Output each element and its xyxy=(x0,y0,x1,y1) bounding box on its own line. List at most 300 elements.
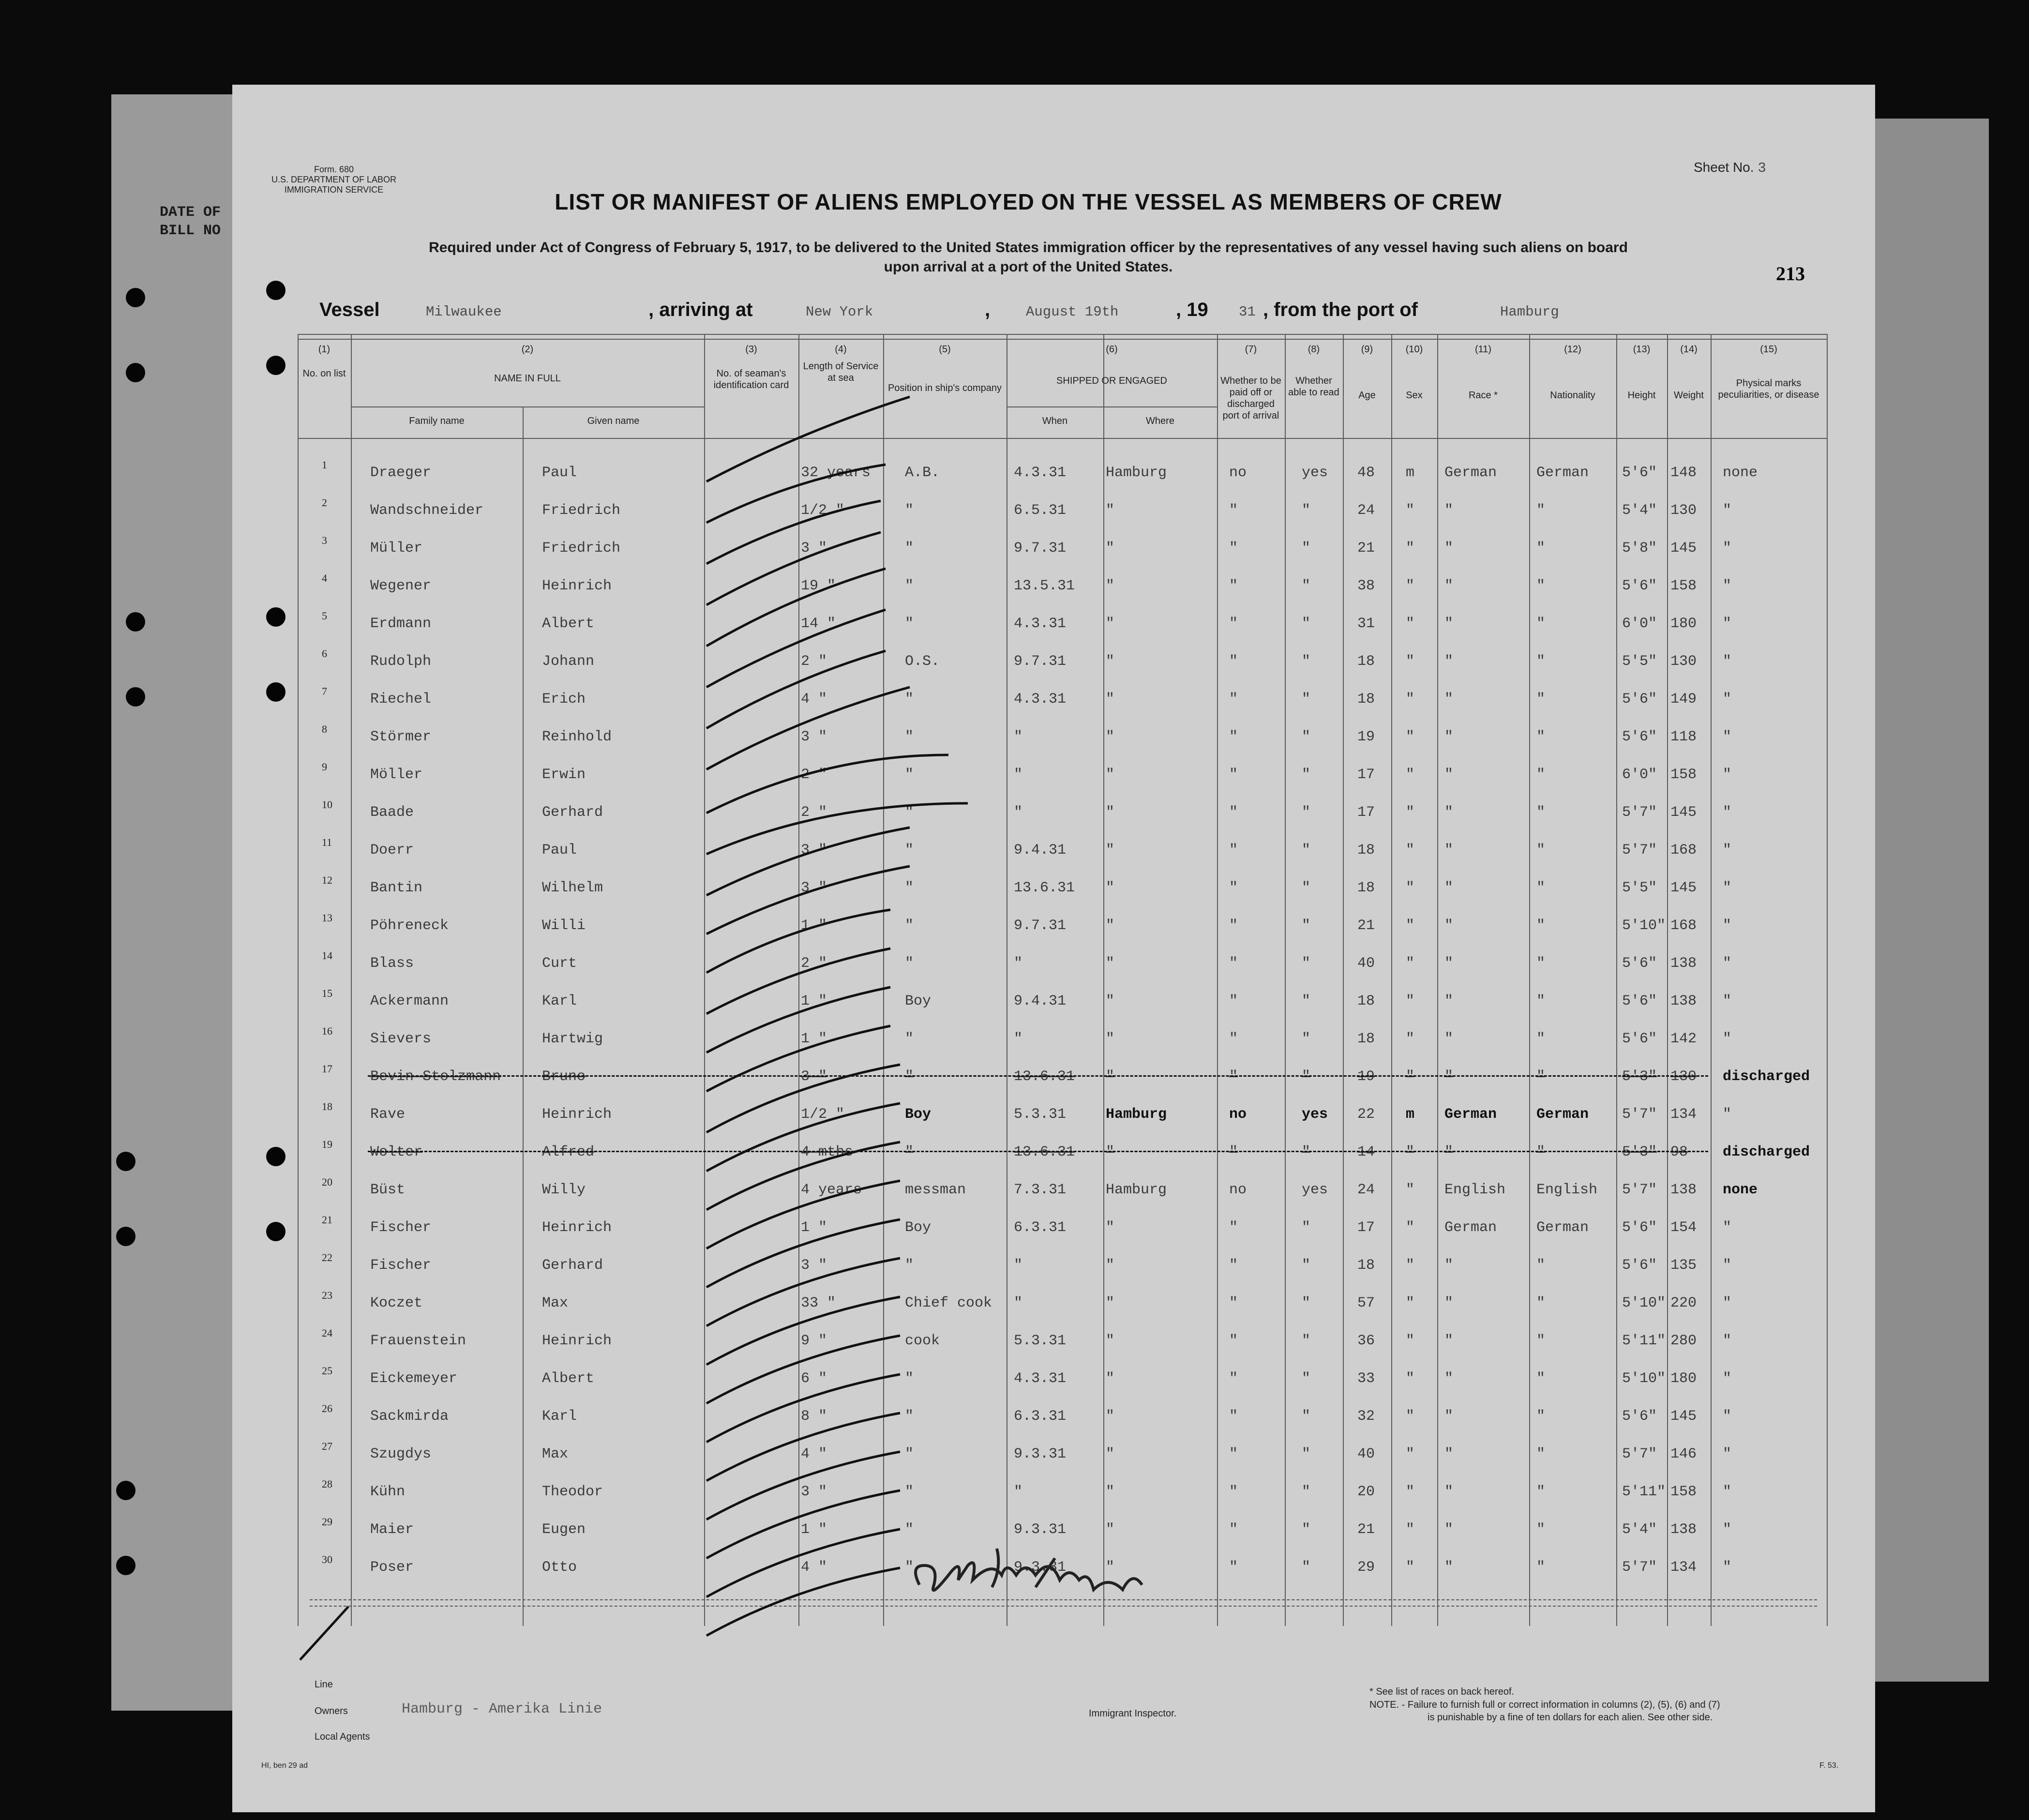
position: " xyxy=(905,1031,914,1047)
shipped-when: " xyxy=(1014,729,1023,745)
paid-off: " xyxy=(1229,1521,1238,1538)
print-code: HI, ben 29 ad xyxy=(261,1761,308,1770)
able-to-read: " xyxy=(1302,691,1311,707)
physical-marks: discharged xyxy=(1723,1144,1810,1160)
nationality: " xyxy=(1536,1031,1546,1047)
paid-off: no xyxy=(1229,1106,1247,1123)
column-number: (14) xyxy=(1680,344,1698,355)
race: English xyxy=(1444,1182,1506,1198)
physical-marks: " xyxy=(1723,1031,1732,1047)
column-number: (13) xyxy=(1633,344,1651,355)
able-to-read: " xyxy=(1302,1031,1311,1047)
from-label: , from the port of xyxy=(1263,299,1418,320)
paid-off: " xyxy=(1229,502,1238,519)
given-name: Alfred xyxy=(542,1144,595,1160)
column-header: Whether able to read xyxy=(1288,376,1339,398)
length-of-service: 4 " xyxy=(801,1446,827,1462)
shipped-when: " xyxy=(1014,804,1023,821)
height: 5'10" xyxy=(1622,1370,1666,1387)
nationality: " xyxy=(1536,1257,1546,1274)
length-of-service: 1 " xyxy=(801,1521,827,1538)
paid-off: " xyxy=(1229,616,1238,632)
length-of-service: 19 " xyxy=(801,578,836,594)
paid-off: no xyxy=(1229,465,1247,481)
able-to-read: " xyxy=(1302,1068,1311,1085)
shipped-where: " xyxy=(1106,767,1115,783)
line-number: 26 xyxy=(322,1402,332,1414)
age: 17 xyxy=(1357,1219,1375,1236)
shipped-when: 4.3.31 xyxy=(1014,1370,1067,1387)
sub-header-given: Given name xyxy=(587,416,640,426)
nationality: " xyxy=(1536,1295,1546,1311)
able-to-read: " xyxy=(1302,804,1311,821)
age: 18 xyxy=(1357,993,1375,1009)
length-of-service: 1 " xyxy=(801,1219,827,1236)
paid-off: " xyxy=(1229,1333,1238,1349)
family-name: Frauenstein xyxy=(370,1333,466,1349)
nationality: " xyxy=(1536,842,1546,858)
year-prefix: , 19 xyxy=(1176,299,1208,320)
physical-marks: " xyxy=(1723,1484,1732,1500)
sex: " xyxy=(1406,880,1415,896)
height: 5'3" xyxy=(1622,1068,1657,1085)
family-name: Fischer xyxy=(370,1219,432,1236)
paid-off: " xyxy=(1229,578,1238,594)
paid-off: " xyxy=(1229,729,1238,745)
height: 5'5" xyxy=(1622,880,1657,896)
given-name: Erich xyxy=(542,691,586,707)
shipped-when: 7.3.31 xyxy=(1014,1182,1067,1198)
shipped-when: 13.6.31 xyxy=(1014,1068,1075,1085)
race: " xyxy=(1444,1144,1454,1160)
length-of-service: 2 " xyxy=(801,653,827,670)
shipped-where: Hamburg xyxy=(1106,465,1167,481)
age: 40 xyxy=(1357,1446,1375,1462)
nationality: " xyxy=(1536,1521,1546,1538)
age: 17 xyxy=(1357,767,1375,783)
weight: 158 xyxy=(1670,767,1697,783)
position: " xyxy=(905,804,914,821)
column-header: Height xyxy=(1627,390,1656,401)
length-of-service: 33 " xyxy=(801,1295,836,1311)
shipped-where: " xyxy=(1106,1484,1115,1500)
physical-marks: " xyxy=(1723,729,1732,745)
line-number: 21 xyxy=(322,1214,332,1226)
column-header: Race * xyxy=(1468,390,1498,401)
stub-line-2: BILL NO xyxy=(160,223,221,239)
column-number: (12) xyxy=(1564,344,1581,355)
shipped-when: " xyxy=(1014,767,1023,783)
given-name: Theodor xyxy=(542,1484,603,1500)
paid-off: " xyxy=(1229,691,1238,707)
position: " xyxy=(905,1446,914,1462)
sex: " xyxy=(1406,767,1415,783)
given-name: Karl xyxy=(542,993,577,1009)
position: Boy xyxy=(905,1219,932,1236)
weight: 145 xyxy=(1670,804,1697,821)
nationality: " xyxy=(1536,767,1546,783)
nationality: " xyxy=(1536,1068,1546,1085)
shipped-when: 9.3.31 xyxy=(1014,1446,1067,1462)
column-number: (10) xyxy=(1405,344,1423,355)
family-name: Wandschneider xyxy=(370,502,484,519)
nationality: " xyxy=(1536,918,1546,934)
shipped-when: " xyxy=(1014,1295,1023,1311)
height: 5'6" xyxy=(1622,993,1657,1009)
given-name: Bruno xyxy=(542,1068,586,1085)
sex: " xyxy=(1406,993,1415,1009)
age: 24 xyxy=(1357,502,1375,519)
length-of-service: 3 " xyxy=(801,1068,827,1085)
age: 18 xyxy=(1357,1257,1375,1274)
shipped-when: 9.7.31 xyxy=(1014,918,1067,934)
shipped-where: " xyxy=(1106,1068,1115,1085)
inspector-signature xyxy=(916,1549,1142,1590)
family-name: Rudolph xyxy=(370,653,432,670)
line-label: Line xyxy=(315,1679,333,1690)
given-name: Albert xyxy=(542,616,595,632)
sex: " xyxy=(1406,1559,1415,1576)
height: 5'5" xyxy=(1622,653,1657,670)
weight: 138 xyxy=(1670,993,1697,1009)
given-name: Paul xyxy=(542,842,577,858)
weight: 138 xyxy=(1670,1521,1697,1538)
family-name: Szugdys xyxy=(370,1446,432,1462)
paid-off: " xyxy=(1229,918,1238,934)
race: " xyxy=(1444,1031,1454,1047)
height: 5'11" xyxy=(1622,1333,1666,1349)
physical-marks: " xyxy=(1723,1257,1732,1274)
column-header: Nationality xyxy=(1550,390,1595,401)
line-number: 14 xyxy=(322,949,332,962)
position: " xyxy=(905,502,914,519)
race: " xyxy=(1444,691,1454,707)
shipped-when: 13.6.31 xyxy=(1014,1144,1075,1160)
nationality: " xyxy=(1536,729,1546,745)
departure-port: Hamburg xyxy=(1500,304,1559,320)
height: 5'6" xyxy=(1622,1257,1657,1274)
line-number: 29 xyxy=(322,1516,332,1528)
shipped-where: " xyxy=(1106,1144,1115,1160)
shipped-where: " xyxy=(1106,540,1115,557)
length-of-service: 4 years xyxy=(801,1182,862,1198)
able-to-read: " xyxy=(1302,653,1311,670)
sex: " xyxy=(1406,1295,1415,1311)
position: " xyxy=(905,1257,914,1274)
owners-value: Hamburg - Amerika Linie xyxy=(402,1701,602,1717)
height: 5'6" xyxy=(1622,1408,1657,1425)
position: " xyxy=(905,955,914,972)
height: 5'6" xyxy=(1622,465,1657,481)
family-name: Möller xyxy=(370,767,423,783)
weight: 138 xyxy=(1670,1182,1697,1198)
paid-off: " xyxy=(1229,993,1238,1009)
race: " xyxy=(1444,653,1454,670)
sex: " xyxy=(1406,1446,1415,1462)
line-number: 22 xyxy=(322,1251,332,1263)
sex: " xyxy=(1406,918,1415,934)
paid-off: " xyxy=(1229,1031,1238,1047)
shipped-where: " xyxy=(1106,1219,1115,1236)
physical-marks: " xyxy=(1723,502,1732,519)
able-to-read: " xyxy=(1302,1521,1311,1538)
shipped-when: 9.3.31 xyxy=(1014,1521,1067,1538)
race: " xyxy=(1444,993,1454,1009)
given-name: Paul xyxy=(542,465,577,481)
sex: m xyxy=(1406,1106,1415,1123)
paid-off: " xyxy=(1229,1144,1238,1160)
family-name: Bevin-Stolzmann xyxy=(370,1068,501,1085)
physical-marks: " xyxy=(1723,880,1732,896)
nationality: " xyxy=(1536,1408,1546,1425)
sex: " xyxy=(1406,842,1415,858)
sex: " xyxy=(1406,1484,1415,1500)
nationality: " xyxy=(1536,1559,1546,1576)
shipped-where: " xyxy=(1106,1446,1115,1462)
line-number: 7 xyxy=(322,685,327,697)
length-of-service: 6 " xyxy=(801,1370,827,1387)
age: 32 xyxy=(1357,1408,1375,1425)
inspector-label: Immigrant Inspector. xyxy=(1089,1708,1177,1719)
vessel-name: Milwaukee xyxy=(426,304,502,320)
physical-marks: discharged xyxy=(1723,1068,1810,1085)
age: 36 xyxy=(1357,1333,1375,1349)
height: 5'7" xyxy=(1622,804,1657,821)
physical-marks: " xyxy=(1723,1333,1732,1349)
note-races: * See list of races on back hereof. xyxy=(1369,1686,1515,1697)
length-of-service: 2 " xyxy=(801,955,827,972)
shipped-when: 13.5.31 xyxy=(1014,578,1075,594)
nationality: " xyxy=(1536,653,1546,670)
line-number: 25 xyxy=(322,1365,332,1377)
family-name: Sackmirda xyxy=(370,1408,449,1425)
weight: 118 xyxy=(1670,729,1697,745)
able-to-read: " xyxy=(1302,842,1311,858)
nationality: " xyxy=(1536,616,1546,632)
family-name: Wolter xyxy=(370,1144,423,1160)
physical-marks: " xyxy=(1723,691,1732,707)
shipped-where: " xyxy=(1106,1333,1115,1349)
line-number: 10 xyxy=(322,798,332,811)
line-number: 20 xyxy=(322,1176,332,1188)
weight: 154 xyxy=(1670,1219,1697,1236)
position: " xyxy=(905,918,914,934)
weight: 138 xyxy=(1670,955,1697,972)
shipped-where: " xyxy=(1106,1408,1115,1425)
age: 38 xyxy=(1357,578,1375,594)
nationality: " xyxy=(1536,880,1546,896)
position: A.B. xyxy=(905,465,940,481)
shipped-where: " xyxy=(1106,1031,1115,1047)
shipped-where: " xyxy=(1106,616,1115,632)
column-header: Length of Service at sea xyxy=(803,361,879,383)
given-name: Hartwig xyxy=(542,1031,603,1047)
weight: 134 xyxy=(1670,1106,1697,1123)
shipped-when: 9.7.31 xyxy=(1014,653,1067,670)
physical-marks: none xyxy=(1723,465,1758,481)
position: messman xyxy=(905,1182,966,1198)
paid-off: " xyxy=(1229,653,1238,670)
sub-header-when: When xyxy=(1042,416,1068,426)
weight: 168 xyxy=(1670,918,1697,934)
family-name: Blass xyxy=(370,955,414,972)
column-number: (8) xyxy=(1308,344,1320,355)
age: 40 xyxy=(1357,955,1375,972)
shipped-when: 6.5.31 xyxy=(1014,502,1067,519)
able-to-read: yes xyxy=(1302,465,1328,481)
able-to-read: " xyxy=(1302,1370,1311,1387)
given-name: Otto xyxy=(542,1559,577,1576)
race: " xyxy=(1444,955,1454,972)
physical-marks: " xyxy=(1723,804,1732,821)
sex: " xyxy=(1406,1219,1415,1236)
weight: 180 xyxy=(1670,1370,1697,1387)
shipped-where: " xyxy=(1106,653,1115,670)
shipped-where: Hamburg xyxy=(1106,1106,1167,1123)
shipped-when: 9.4.31 xyxy=(1014,993,1067,1009)
shipped-when: 5.3.31 xyxy=(1014,1106,1067,1123)
shipped-where: Hamburg xyxy=(1106,1182,1167,1198)
shipped-where: " xyxy=(1106,691,1115,707)
column-number: (2) xyxy=(521,344,534,355)
race: " xyxy=(1444,804,1454,821)
family-name: Müller xyxy=(370,540,423,557)
age: 19 xyxy=(1357,729,1375,745)
height: 5'8" xyxy=(1622,540,1657,557)
family-name: Bantin xyxy=(370,880,423,896)
paid-off: " xyxy=(1229,540,1238,557)
shipped-where: " xyxy=(1106,1559,1115,1576)
weight: 145 xyxy=(1670,880,1697,896)
column-number: (6) xyxy=(1106,344,1118,355)
column-number: (9) xyxy=(1361,344,1373,355)
line-number: 9 xyxy=(322,761,327,773)
physical-marks: " xyxy=(1723,1521,1732,1538)
sex: " xyxy=(1406,804,1415,821)
able-to-read: yes xyxy=(1302,1182,1328,1198)
height: 5'7" xyxy=(1622,842,1657,858)
age: 20 xyxy=(1357,1484,1375,1500)
nationality: " xyxy=(1536,993,1546,1009)
shipped-where: " xyxy=(1106,1295,1115,1311)
nationality: " xyxy=(1536,502,1546,519)
height: 5'7" xyxy=(1622,1106,1657,1123)
weight: 135 xyxy=(1670,1257,1697,1274)
position: " xyxy=(905,578,914,594)
race: " xyxy=(1444,502,1454,519)
sex: " xyxy=(1406,1257,1415,1274)
sex: " xyxy=(1406,691,1415,707)
race: " xyxy=(1444,1559,1454,1576)
able-to-read: " xyxy=(1302,502,1311,519)
physical-marks: " xyxy=(1723,955,1732,972)
position: " xyxy=(905,729,914,745)
physical-marks: " xyxy=(1723,540,1732,557)
column-header: Physical marks peculiarities, or disease xyxy=(1718,378,1819,400)
shipped-when: 6.3.31 xyxy=(1014,1219,1067,1236)
paid-off: " xyxy=(1229,767,1238,783)
sex: " xyxy=(1406,578,1415,594)
length-of-service: 32 years xyxy=(801,465,871,481)
family-name: Koczet xyxy=(370,1295,423,1311)
weight: 180 xyxy=(1670,616,1697,632)
column-header: NAME IN FULL xyxy=(494,373,561,384)
given-name: Wilhelm xyxy=(542,880,603,896)
sex: " xyxy=(1406,502,1415,519)
physical-marks: " xyxy=(1723,1408,1732,1425)
able-to-read: " xyxy=(1302,1295,1311,1311)
line-number: 6 xyxy=(322,647,327,660)
position: O.S. xyxy=(905,653,940,670)
weight: 145 xyxy=(1670,540,1697,557)
paid-off: " xyxy=(1229,1257,1238,1274)
arrival-date: August 19th xyxy=(1026,304,1119,320)
weight: 149 xyxy=(1670,691,1697,707)
agents-label: Local Agents xyxy=(315,1731,370,1742)
race: " xyxy=(1444,767,1454,783)
nationality: " xyxy=(1536,1446,1546,1462)
given-name: Max xyxy=(542,1295,569,1311)
race: " xyxy=(1444,1484,1454,1500)
family-name: Eickemeyer xyxy=(370,1370,458,1387)
age: 24 xyxy=(1357,1182,1375,1198)
paid-off: no xyxy=(1229,1182,1247,1198)
nationality: German xyxy=(1536,465,1589,481)
height: 5'3" xyxy=(1622,1144,1657,1160)
sex: " xyxy=(1406,1144,1415,1160)
shipped-where: " xyxy=(1106,918,1115,934)
age: 21 xyxy=(1357,918,1375,934)
shipped-when: 4.3.31 xyxy=(1014,616,1067,632)
weight: 148 xyxy=(1670,465,1697,481)
able-to-read: " xyxy=(1302,880,1311,896)
column-number: (11) xyxy=(1474,344,1492,355)
arriving-label: , arriving at xyxy=(648,299,753,320)
sex: " xyxy=(1406,729,1415,745)
length-of-service: 4 mths xyxy=(801,1144,854,1160)
paid-off: " xyxy=(1229,1484,1238,1500)
paid-off: " xyxy=(1229,842,1238,858)
shipped-where: " xyxy=(1106,502,1115,519)
height: 5'6" xyxy=(1622,955,1657,972)
weight: 146 xyxy=(1670,1446,1697,1462)
physical-marks: " xyxy=(1723,578,1732,594)
age: 17 xyxy=(1357,804,1375,821)
age: 19 xyxy=(1357,1068,1375,1085)
position: " xyxy=(905,1370,914,1387)
given-name: Max xyxy=(542,1446,569,1462)
weight: 130 xyxy=(1670,502,1697,519)
sex: " xyxy=(1406,1408,1415,1425)
sheet-value: 3 xyxy=(1758,160,1766,176)
page-title: LIST OR MANIFEST OF ALIENS EMPLOYED ON THE VESSEL AS MEMBERS OF CREW xyxy=(555,189,1502,214)
position: " xyxy=(905,616,914,632)
position: " xyxy=(905,842,914,858)
line-number: 24 xyxy=(322,1327,332,1339)
line-number: 11 xyxy=(322,836,332,848)
family-name: Draeger xyxy=(370,465,432,481)
able-to-read: " xyxy=(1302,1446,1311,1462)
physical-marks: " xyxy=(1723,616,1732,632)
weight: 280 xyxy=(1670,1333,1697,1349)
paid-off: " xyxy=(1229,804,1238,821)
family-name: Maier xyxy=(370,1521,414,1538)
height: 5'6" xyxy=(1622,691,1657,707)
family-name: Riechel xyxy=(370,691,432,707)
shipped-when: " xyxy=(1014,955,1023,972)
position: " xyxy=(905,880,914,896)
line-number: 23 xyxy=(322,1289,332,1301)
